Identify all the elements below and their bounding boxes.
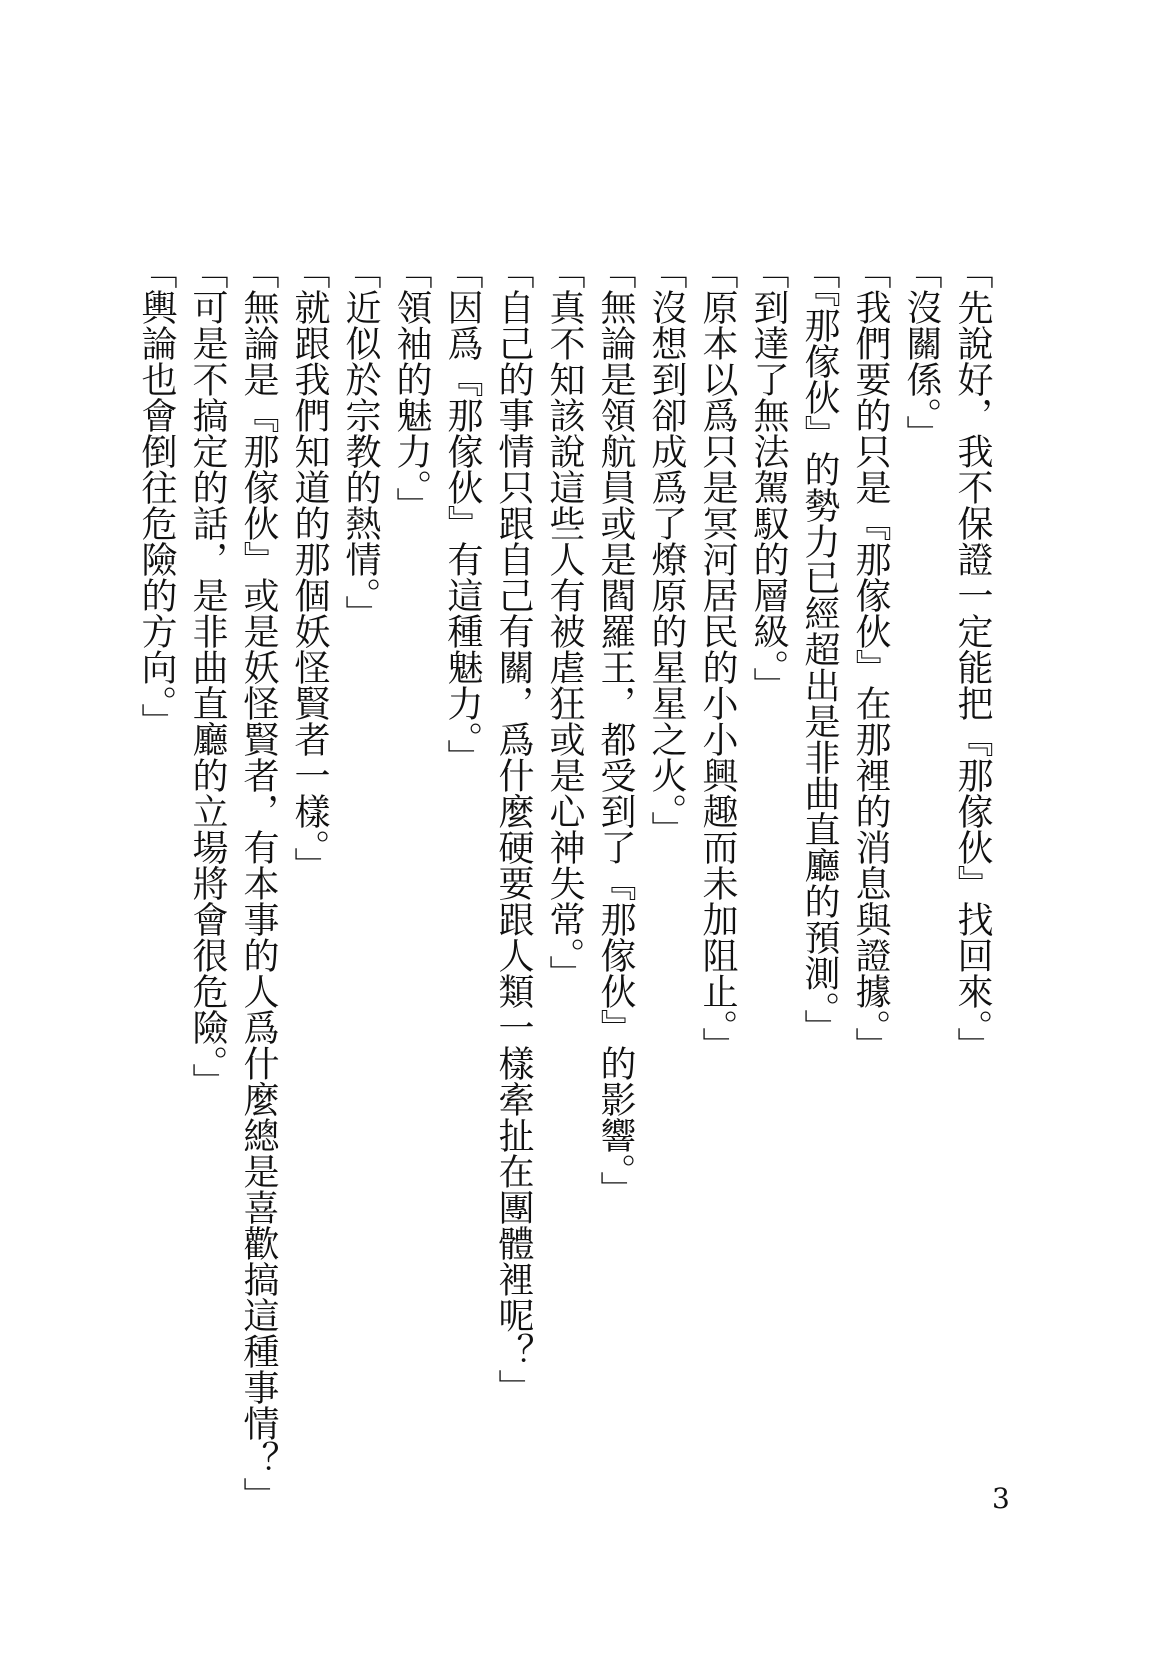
- text-line: 「先說好，我不保證一定能把『那傢伙』找回來。」: [952, 253, 993, 1063]
- text-line: 「『那傢伙』的勢力已經超出是非曲直廳的預測。」: [799, 253, 840, 1045]
- text-line: 「原本以爲只是冥河居民的小小興趣而未加阻止。」: [697, 253, 738, 1063]
- text-line: 「沒想到卻成爲了燎原的星星之火。」: [646, 253, 687, 847]
- text-line: 「無論是『那傢伙』或是妖怪賢者，有本事的人爲什麼總是喜歡搞這種事情？」: [238, 253, 279, 1513]
- text-line: 「輿論也會倒往危險的方向。」: [136, 253, 177, 739]
- text-line: 「就跟我們知道的那個妖怪賢者一樣。」: [289, 253, 330, 883]
- text-line: 「可是不搞定的話，是非曲直廳的立場將會很危險。」: [187, 253, 228, 1099]
- text-line: 「近似於宗教的熱情。」: [340, 253, 381, 631]
- text-line: 「到達了無法駕馭的層級。」: [748, 253, 789, 703]
- text-line: 「自己的事情只跟自己有關，爲什麼硬要跟人類一樣牽扯在團體裡呢？」: [493, 253, 534, 1405]
- vertical-text-block: [131, 253, 998, 1513]
- page-number: 3: [992, 1482, 1010, 1515]
- text-line: 「因爲『那傢伙』有這種魅力。」: [442, 253, 483, 775]
- text-line: 「我們要的只是『那傢伙』在那裡的消息與證據。」: [850, 253, 891, 1063]
- text-line: 「無論是領航員或是閻羅王，都受到了『那傢伙』的影響。」: [595, 253, 636, 1207]
- text-line: 「沒關係。」: [901, 253, 942, 451]
- text-line: 「真不知該說這些人有被虐狂或是心神失常。」: [544, 253, 585, 991]
- text-line: 「領袖的魅力。」: [391, 253, 432, 523]
